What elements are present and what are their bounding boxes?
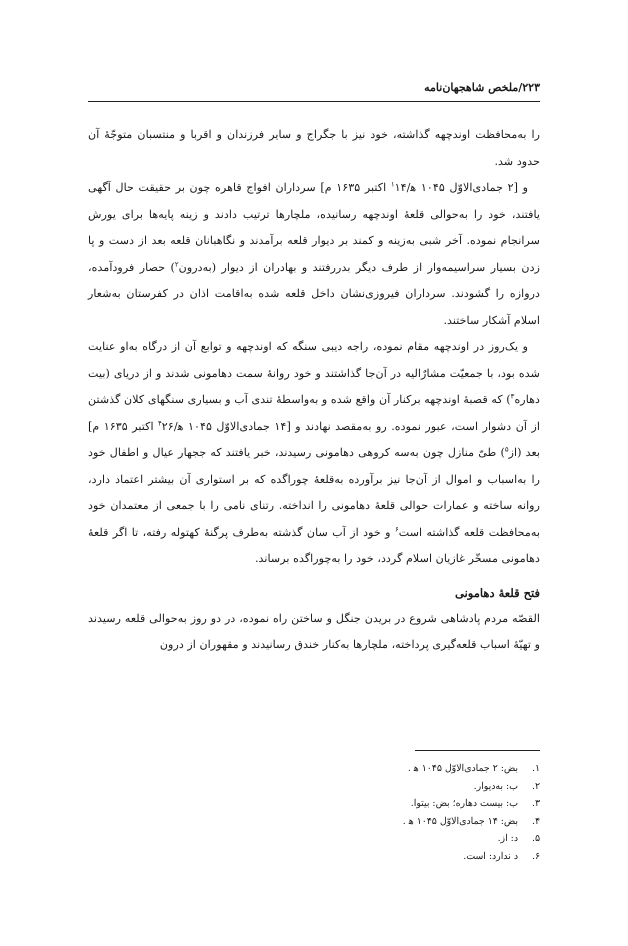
footnote-text: ب: بیست دهاره؛ بض: بیتوا.	[410, 798, 518, 809]
footnote-number: ۴.	[531, 815, 540, 827]
footnote-mark-5[interactable]: ۵	[504, 445, 509, 454]
footnotes-list	[88, 760, 540, 865]
footnote-text: د: از.	[497, 833, 518, 844]
footnote-text: بض: ۲ جمادی‌الاوّل ۱۰۴۵ ه‍ .	[407, 763, 518, 774]
footnote-number: ۶.	[531, 850, 540, 862]
footnote-rule	[415, 750, 540, 751]
footnote-item	[88, 760, 540, 778]
section-heading: فتح قلعهٔ دهامونی	[455, 585, 540, 600]
footnote-number: ۲.	[531, 780, 540, 792]
footnote-text: بض: ۱۴ جمادی‌الاوّل ۱۰۴۵ ه‍ .	[402, 815, 518, 827]
footnote-item	[88, 830, 540, 848]
footnote-text: د ندارد: است.	[463, 850, 518, 862]
footnote-number: ۳.	[531, 798, 540, 809]
footnote-mark-1[interactable]: ۱	[390, 180, 395, 189]
footnote-item	[88, 813, 540, 831]
section-paragraph: القصّه مردم پادشاهی شروع در بریدن جنگل و ساختن راه نموده، در دو روز به‌حوالی قلعه رسیدند و تهیّهٔ اسباب قلعه‌گیری پرداخته، ملچارها به‌کنار خندق رسانیدند و مقهوران از درون	[88, 611, 540, 651]
footnote-mark-4[interactable]: ۴	[158, 418, 162, 427]
paragraph-2: و [۲ جمادی‌الاوّل ۱۰۴۵ ه‍/$^۱$۱۴ اکتبر ۱۶۳۵ م] سرداران افواج قاهره چون بر حقیقت حال آگهی یافتند، خود را به‌حوالی قلعهٔ اوندچهه رسانیده، ملچارها ترتیب دادند و زینه پایه‌ها برای یورش سرانجام نموده. آخر شبی به‌زینه و کمند بر دیوار قلعه برآمدند و نگاهبانان قلعه بعد از دست و پا زدن بسیار سراسیمه‌وار از طرف دیگر بدررفتند و بهادران از دیوار (به‌درون$^۲$) حصار فرودآمده، دروازه را گشودند. سرداران فیروزی‌نشان داخل قلعه شده به‌اقامت اذان در کفرستان به‌شعار اسلام آشکار ساختند.	[88, 180, 540, 327]
main-text	[88, 122, 540, 659]
running-head: ۲۲۳/ملخص شاهجهان‌نامه	[424, 81, 540, 94]
paragraph-1: را به‌محافظت اوندچهه گذاشته، خود نیز با جگراج و سایر فرزندان و اقربا و منتسبان متوجّهٔ آن حدود شد.	[88, 128, 540, 168]
footnote-number: ۵.	[531, 833, 540, 844]
footnote-item	[88, 778, 540, 796]
header-rule	[88, 101, 540, 102]
paragraph-3: و یک‌روز در اوندچهه مقام نموده، راجه دیبی سنگه که اوندچهه و توابع آن از درگاه به‌او عنایت شده بود، با جمعیّت مشارٌالیه در آن‌جا گذاشتند و خود روانهٔ سمت دهامونی شدند و از دریای (بیت دهاره$^۳$) که قصبهٔ اوندچهه برکنار آن واقع شده و به‌واسطهٔ تندی آب و بسیاری سنگهای کلان گذشتن از آن دشوار است، عبور نموده. رو به‌مقصد نهادند و [۱۴ جمادی‌الاوّل ۱۰۴۵ ه‍/$^۴$۲۶ اکتبر ۱۶۳۵ م] بعد (از$^۵$) طیّ منازل چون به‌سه کروهی دهامونی رسیدند، خبر یافتند که ججهار عیال و اطفال خود را به‌اسباب و اموال از آن‌جا نیز برآورده به‌قلعهٔ چوراگده که بر استواری آن بیشتر اعتماد دارد، روانه ساخته و عمارات حوالی قلعهٔ دهامونی را انداخته. رتنای نامی را با جمعی از معتمدان خود به‌محافظت قلعه گذاشته است$^۶$ و خود از آب سان گذشته به‌طرف پرگنهٔ کهتوله رفته، تا اگر قلعهٔ دهامونی مسخّر غازیان اسلام گردد، خود را به‌چوراگده برساند.	[88, 340, 540, 565]
footnote-number: ۱.	[531, 763, 540, 774]
footnote-item	[88, 795, 540, 813]
footnote-text: ب: به‌دیوار.	[473, 780, 518, 792]
footnote-mark-2[interactable]: ۲	[174, 259, 179, 268]
footnote-mark-6[interactable]: ۶	[394, 524, 399, 533]
footnote-mark-3[interactable]: ۳	[510, 392, 515, 401]
footnote-item	[88, 848, 540, 866]
